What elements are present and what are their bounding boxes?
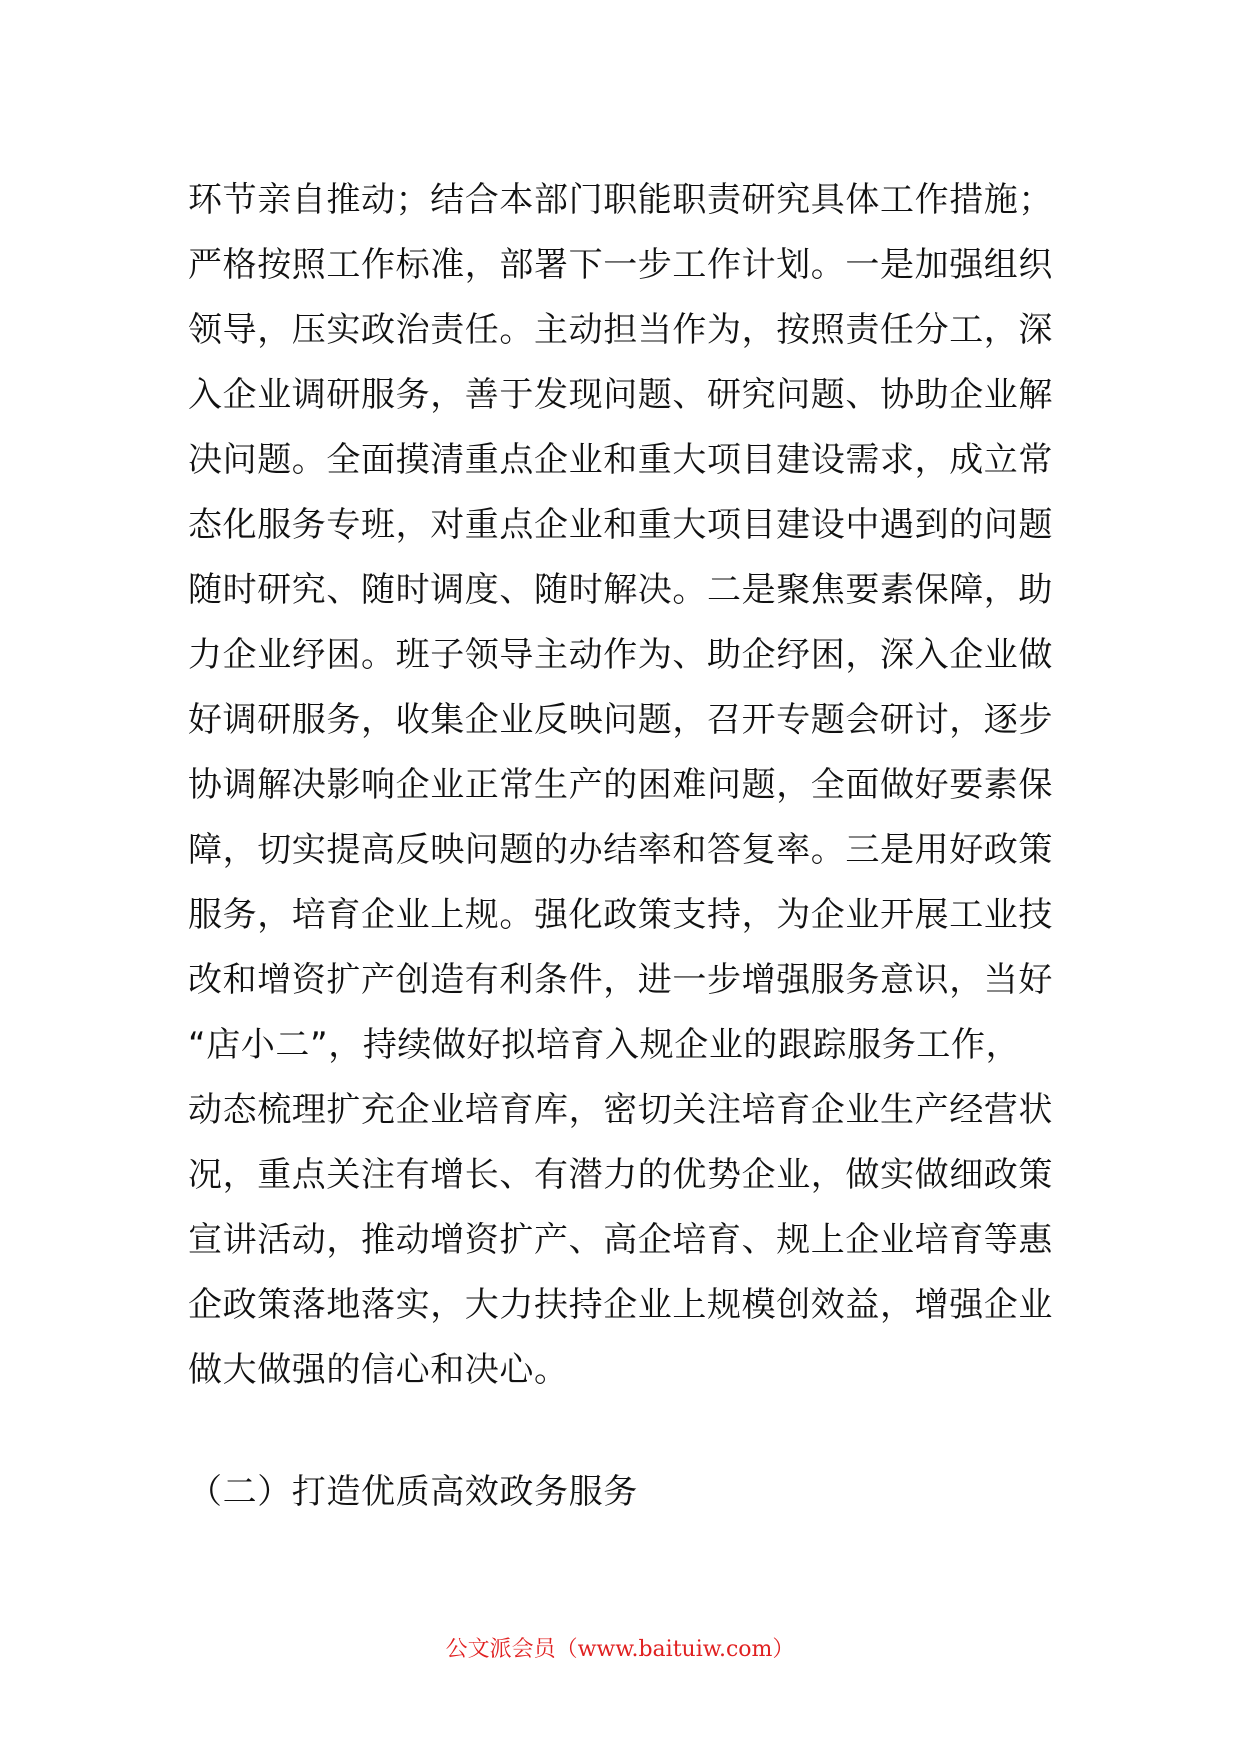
paragraph-line: “店小二”，持续做好拟培育入规企业的跟踪服务工作， bbox=[188, 1025, 1021, 1065]
paragraph-line: 态化服务专班，对重点企业和重大项目建设中遇到的问题 bbox=[188, 505, 1053, 545]
paragraph-line: 力企业纾困。班子领导主动作为、助企纾困，深入企业做 bbox=[188, 635, 1053, 675]
paragraph-line: 领导，压实政治责任。主动担当作为，按照责任分工，深 bbox=[188, 310, 1053, 350]
paragraph-line: 障，切实提高反映问题的办结率和答复率。三是用好政策 bbox=[188, 830, 1053, 870]
paragraph-line: 决问题。全面摸清重点企业和重大项目建设需求，成立常 bbox=[188, 440, 1053, 480]
paragraph-line: 好调研服务，收集企业反映问题，召开专题会研讨，逐步 bbox=[188, 700, 1053, 740]
paragraph-line: 企政策落地落实，大力扶持企业上规模创效益，增强企业 bbox=[188, 1285, 1053, 1325]
section-heading: （二）打造优质高效政务服务 bbox=[188, 1472, 638, 1512]
paragraph-line: 改和增资扩产创造有利条件，进一步增强服务意识，当好 bbox=[188, 960, 1053, 1000]
paragraph-line: 动态梳理扩充企业培育库，密切关注培育企业生产经营状 bbox=[188, 1090, 1053, 1130]
paragraph-line: 随时研究、随时调度、随时解决。二是聚焦要素保障，助 bbox=[188, 570, 1053, 610]
paragraph-line: 入企业调研服务，善于发现问题、研究问题、协助企业解 bbox=[188, 375, 1053, 415]
paragraph-line: 环节亲自推动；结合本部门职能职责研究具体工作措施； bbox=[188, 180, 1053, 220]
paragraph-line: 做大做强的信心和决心。 bbox=[188, 1350, 569, 1390]
footer-watermark: 公文派会员（www.baituiw.com） bbox=[445, 1637, 795, 1662]
paragraph-line: 服务，培育企业上规。强化政策支持，为企业开展工业技 bbox=[188, 895, 1053, 935]
paragraph-line: 严格按照工作标准，部署下一步工作计划。一是加强组织 bbox=[188, 245, 1053, 285]
paragraph-line: 协调解决影响企业正常生产的困难问题，全面做好要素保 bbox=[188, 765, 1053, 805]
paragraph-line: 宣讲活动，推动增资扩产、高企培育、规上企业培育等惠 bbox=[188, 1220, 1053, 1260]
body-paragraph bbox=[188, 168, 1068, 1403]
paragraph-line: 况，重点关注有增长、有潜力的优势企业，做实做细政策 bbox=[188, 1155, 1053, 1195]
